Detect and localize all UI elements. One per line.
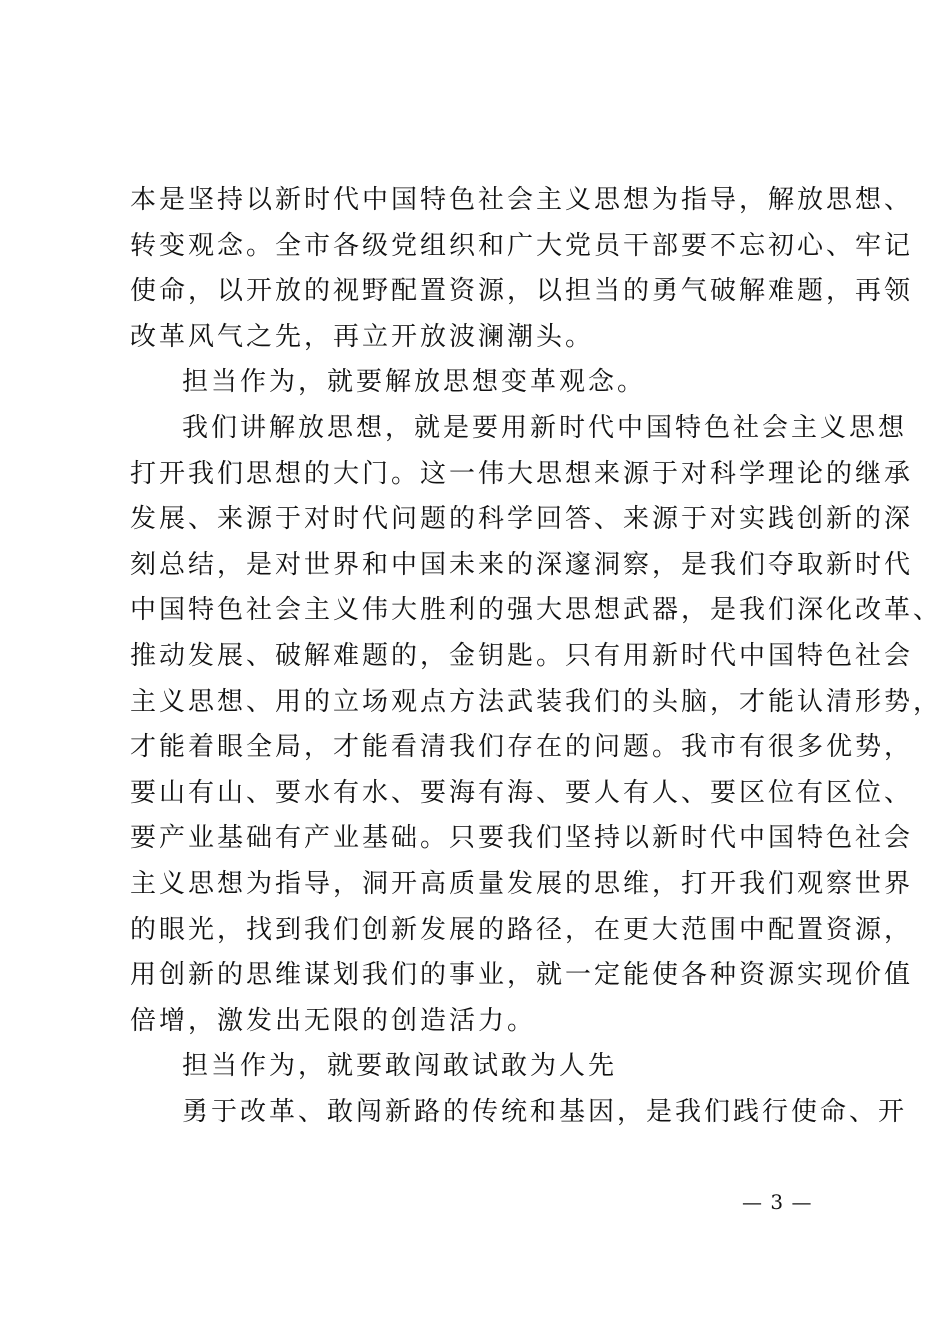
section-heading: 担当作为，就要敢闯敢试敢为人先 (182, 1051, 618, 1082)
text-line: 用创新的思维谋划我们的事业，就一定能使各种资源实现价值 (130, 960, 914, 991)
text-line: 中国特色社会主义伟大胜利的强大思想武器，是我们深化改革、 (130, 595, 943, 626)
text-line: 本是坚持以新时代中国特色社会主义思想为指导，解放思想、 (130, 185, 914, 215)
text-line: 要产业基础有产业基础。只要我们坚持以新时代中国特色社会 (130, 823, 914, 854)
text-line: 主义思想、用的立场观点方法武装我们的头脑，才能认清形势， (130, 686, 943, 717)
text-line: 倍增，激发出无限的创造活力。 (130, 1005, 537, 1036)
text-line: 发展、来源于对时代问题的科学回答、来源于对实践创新的深 (130, 504, 914, 535)
text-line: 要山有山、要水有水、要海有海、要人有人、要区位有区位、 (130, 777, 914, 808)
text-line: 才能着眼全局，才能看清我们存在的问题。我市有很多优势， (130, 732, 914, 763)
paragraph-start: 我们讲解放思想，就是要用新时代中国特色社会主义思想 (182, 412, 908, 443)
text-line: 转变观念。全市各级党组织和广大党员干部要不忘初心、牢记 (130, 230, 914, 261)
text-line: 的眼光，找到我们创新发展的路径，在更大范围中配置资源， (130, 914, 914, 945)
text-line: 使命，以开放的视野配置资源，以担当的勇气破解难题，再领 (130, 276, 914, 307)
text-line: 推动发展、破解难题的，金钥匙。只有用新时代中国特色社会 (130, 640, 914, 671)
body-text (130, 178, 943, 1135)
paragraph-start: 勇于改革、敢闯新路的传统和基因，是我们践行使命、开 (182, 1096, 908, 1127)
text-line: 打开我们思想的大门。这一伟大思想来源于对科学理论的继承 (130, 458, 914, 489)
text-line: 改革风气之先，再立开放波澜潮头。 (130, 321, 595, 352)
text-line: 主义思想为指导，洞开高质量发展的思维，打开我们观察世界 (130, 868, 914, 899)
page-number: — 3 — (742, 1190, 813, 1214)
text-line: 刻总结，是对世界和中国未来的深邃洞察，是我们夺取新时代 (130, 549, 914, 580)
section-heading: 担当作为，就要解放思想变革观念。 (182, 367, 647, 398)
